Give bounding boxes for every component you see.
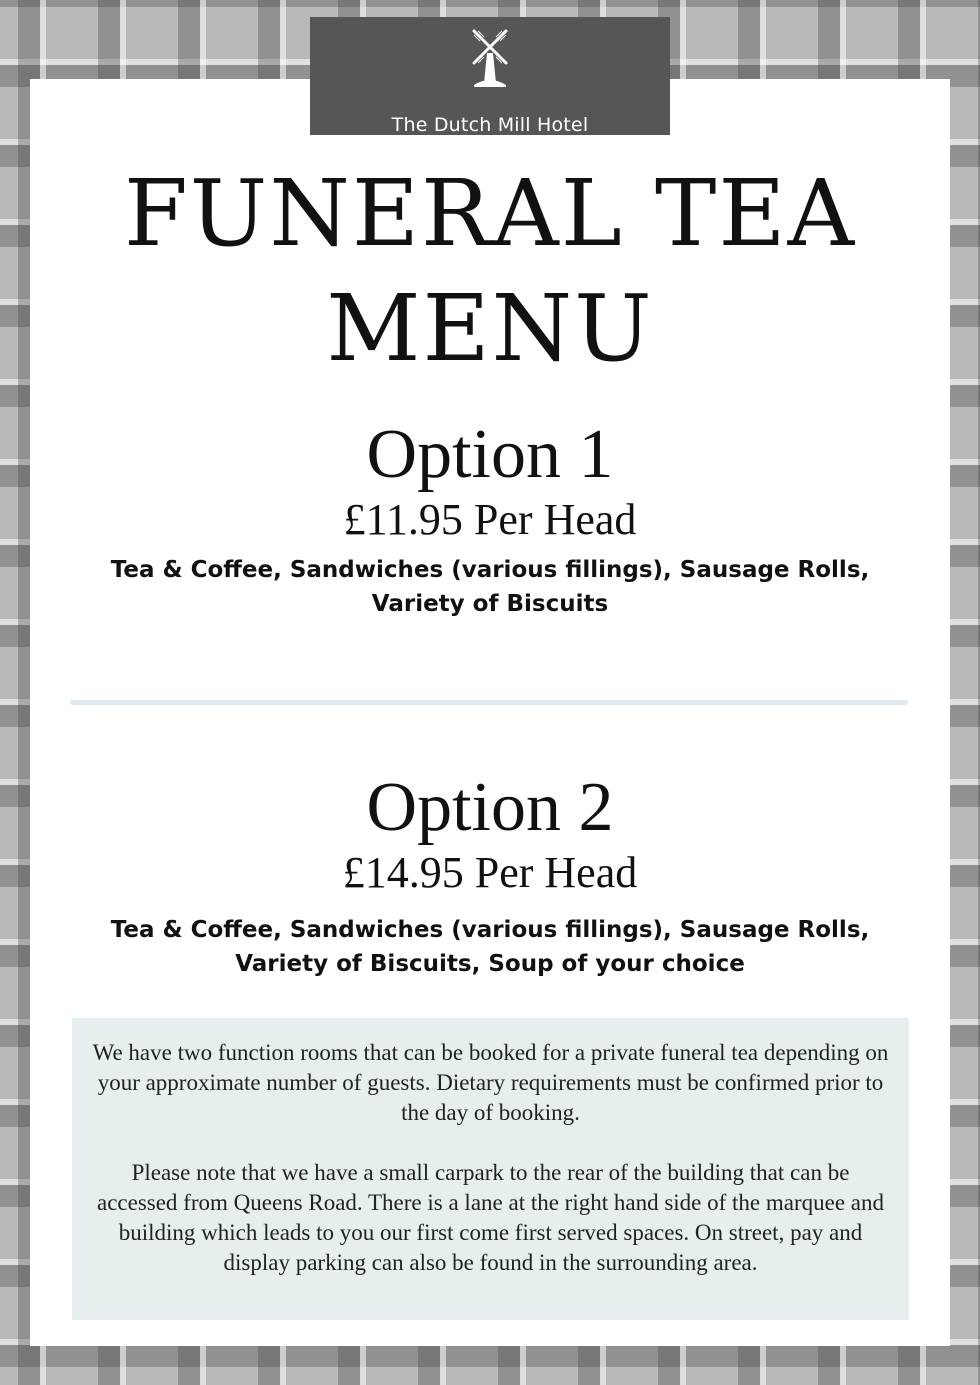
option2-price: £14.95 Per Head — [342, 848, 638, 897]
info-rooms-paragraph: We have two function rooms that can be booked for a private funeral tea depending on your approximate number of guests. Dietary requirements must be confirmed prior to the day of booking. — [92, 1040, 889, 1125]
option1-price: £11.95 Per Head — [343, 495, 637, 544]
option1-title: Option 1 — [366, 416, 614, 493]
hotel-name: The Dutch Mill Hotel — [391, 114, 589, 136]
menu-title-line2: MENU — [326, 275, 654, 382]
info-panel — [72, 1018, 909, 1320]
hotel-logo — [310, 17, 670, 135]
option2-items-line1: Tea & Coffee, Sandwiches (various fillings), Sausage Rolls, — [110, 917, 870, 943]
menu-title-line1: FUNERAL TEA — [123, 160, 857, 267]
option2-title: Option 2 — [366, 769, 614, 846]
windmill-icon — [470, 27, 510, 89]
info-parking-paragraph: Please note that we have a small carpark to the rear of the building that can be accessed from Queens Road. There is a lane at the right hand side of the marquee and building which leads to you our first come first served spaces. On street, pay and display parking can also be found in the surrounding area. — [96, 1160, 885, 1275]
option2-items-line2: Variety of Biscuits, Soup of your choice — [235, 951, 745, 977]
section-divider — [70, 700, 908, 705]
option1-items-line2: Variety of Biscuits — [371, 591, 609, 617]
option1-items-line1: Tea & Coffee, Sandwiches (various fillings), Sausage Rolls, — [110, 557, 870, 583]
